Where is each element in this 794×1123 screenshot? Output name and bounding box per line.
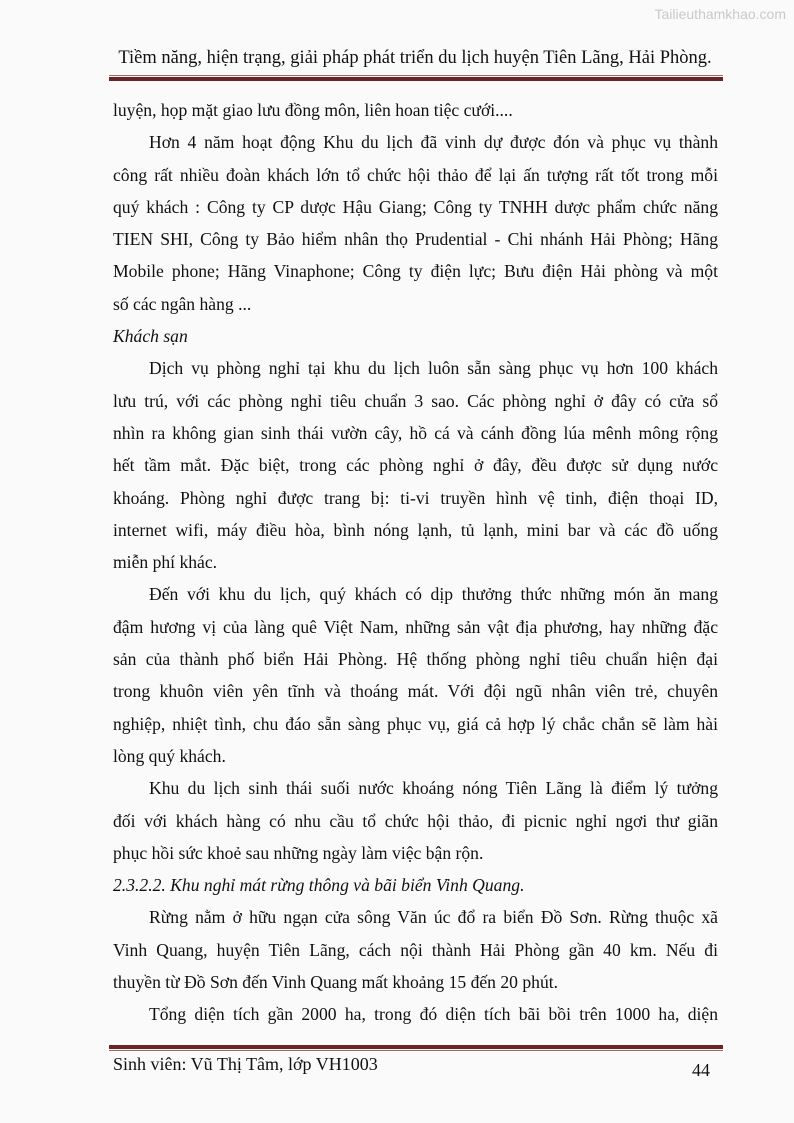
page-number: 44 xyxy=(692,1060,710,1080)
footer-student: Sinh viên: Vũ Thị Tâm, lớp VH1003 xyxy=(113,1054,378,1074)
text-line: Rừng nằm ở hữu ngạn cửa sông Văn úc đổ ra biển Đồ Sơn. Rừng thuộc xã xyxy=(149,907,718,928)
watermark: Tailieuthamkhao.com xyxy=(654,6,786,22)
section-heading: 2.3.2.2. Khu nghỉ mát rừng thông và bãi biển Vinh Quang. xyxy=(113,875,525,896)
text-line: trong khuôn viên yên tĩnh và thoáng mát. Với đội ngũ nhân viên trẻ, chuyên xyxy=(113,681,718,702)
text-line: khoáng. Phòng nghỉ được trang bị: ti-vi truyền hình vệ tinh, điện thoại ID, xyxy=(113,487,718,508)
text-line: Đến với khu du lịch, quý khách có dịp thưởng thức những món ăn mang xyxy=(149,584,718,605)
page-header: Tiềm năng, hiện trạng, giải pháp phát triển du lịch huyện Tiên Lãng, Hải Phòng. xyxy=(118,48,712,68)
text-line: phục hồi sức khoẻ sau những ngày làm việc bận rộn. xyxy=(113,842,484,863)
text-line: quý khách : Công ty CP dược Hậu Giang; Công ty TNHH dược phẩm chức năng xyxy=(113,196,718,217)
text-line: luyện, họp mặt giao lưu đồng môn, liên hoan tiệc cưới.... xyxy=(113,100,513,120)
text-line: Tổng diện tích gần 2000 ha, trong đó diện tích bãi bồi trên 1000 ha, diện xyxy=(149,1004,718,1025)
text-line: Khu du lịch sinh thái suối nước khoáng nóng Tiên Lãng là điểm lý tưởng xyxy=(149,778,718,799)
text-line: đối với khách hàng có nhu cầu tổ chức hội thảo, đi picnic nghỉ ngơi thư giãn xyxy=(113,810,718,831)
header-divider xyxy=(109,75,723,81)
text-line: số các ngân hàng ... xyxy=(113,293,252,314)
text-line: công rất nhiều đoàn khách lớn tổ chức hội thảo để lại ấn tượng rất tốt trong mỗi xyxy=(113,164,718,185)
text-line: internet wifi, máy điều hòa, bình nóng lạnh, tủ lạnh, mini bar và các đồ uống xyxy=(113,519,718,540)
text-line: Dịch vụ phòng nghỉ tại khu du lịch luôn sẵn sàng phục vụ hơn 100 khách xyxy=(149,358,718,379)
text-line: miễn phí khác. xyxy=(113,552,218,573)
section-heading: Khách sạn xyxy=(113,326,188,347)
text-line: nhìn ra không gian sinh thái vườn cây, hồ cá và cánh đồng lúa mênh mông rộng xyxy=(113,422,718,443)
text-line: Hơn 4 năm hoạt động Khu du lịch đã vinh dự được đón và phục vụ thành xyxy=(149,132,718,153)
text-line: lòng quý khách. xyxy=(113,745,226,766)
text-line: Mobile phone; Hãng Vinaphone; Công ty điện lực; Bưu điện Hải phòng và một xyxy=(113,261,718,282)
text-line: hết tầm mắt. Đặc biệt, trong các phòng nghỉ ở đây, đều được sử dụng nước xyxy=(113,455,718,476)
text-line: nghiệp, nhiệt tình, chu đáo sẵn sàng phục vụ, giá cả hợp lý chắc chắn sẽ làm hài xyxy=(113,713,718,734)
text-line: lưu trú, với các phòng nghỉ tiêu chuẩn 3 sao. Các phòng nghỉ ở đây có cửa sổ xyxy=(113,390,718,411)
text-line: đậm hương vị của làng quê Việt Nam, những sản vật địa phương, hay những đặc xyxy=(113,616,718,637)
text-line: TIEN SHI, Công ty Bảo hiểm nhân thọ Prudential - Chi nhánh Hải Phòng; Hãng xyxy=(113,229,718,250)
document-body xyxy=(113,94,718,1031)
text-line: Vinh Quang, huyện Tiên Lãng, cách nội thành Hải Phòng gần 40 km. Nếu đi xyxy=(113,939,718,960)
text-line: thuyền từ Đồ Sơn đến Vinh Quang mất khoảng 15 đến 20 phút. xyxy=(113,972,559,993)
footer-divider xyxy=(109,1045,723,1051)
text-line: sản của thành phố biển Hải Phòng. Hệ thống phòng nghỉ tiêu chuẩn hiện đại xyxy=(113,649,718,670)
